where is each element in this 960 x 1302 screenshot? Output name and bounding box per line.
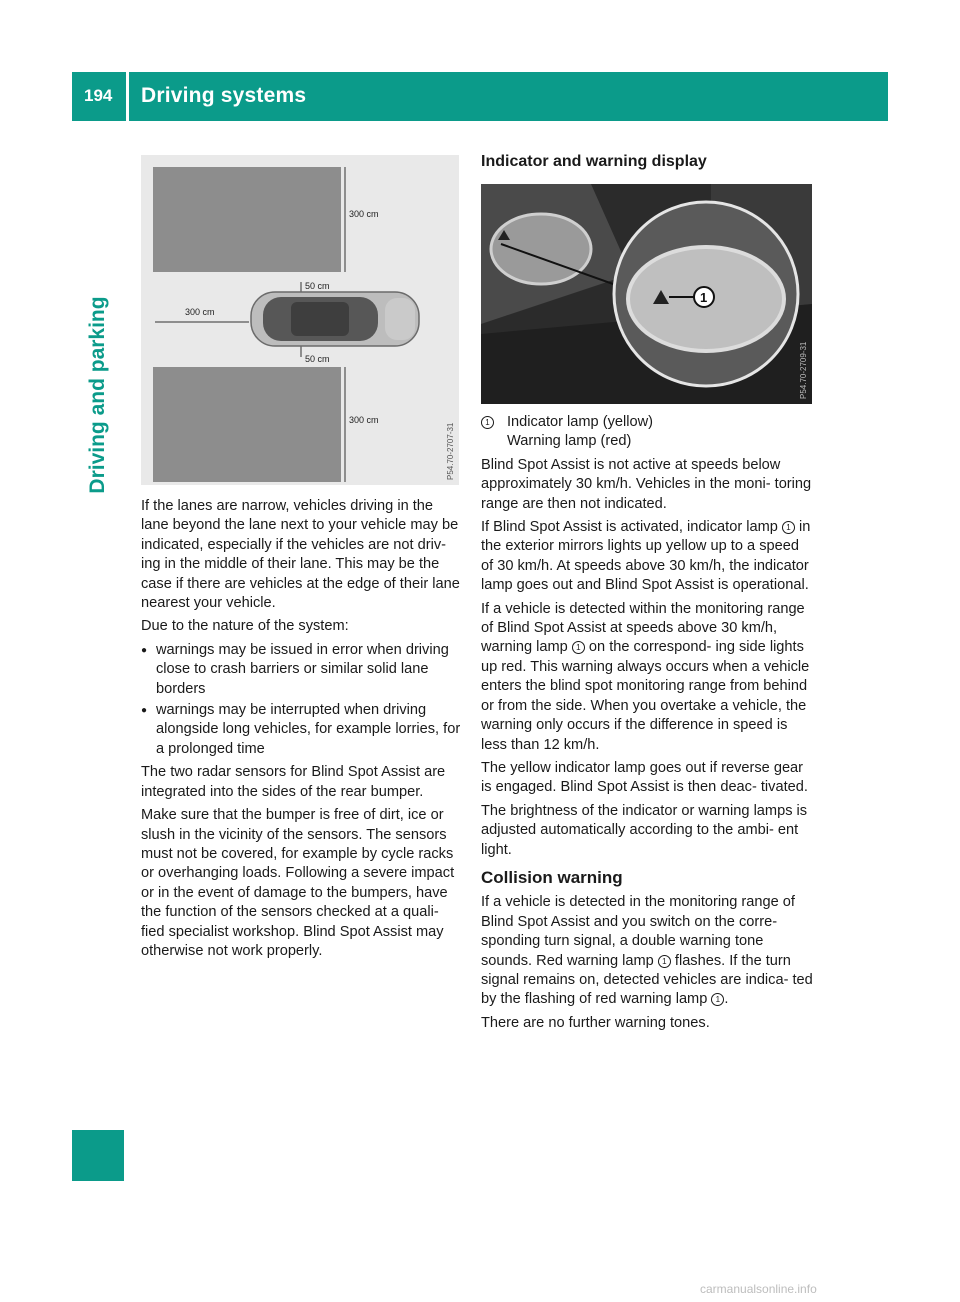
figure2-code: P54.70-2709-31	[799, 341, 808, 399]
bottom-zone	[153, 367, 341, 482]
paragraph-bumper-care: Make sure that the bumper is free of dirt, ice or slush in the vicinity of the sensors. The sensors must not be covered, for example by cycle racks or overhanging loads. Following a severe impact or in the event of damage to the bumpers, have the function of the sensors checked at a quali- fied specialist workshop. Blind Spot Assist may otherwise not work properly.	[141, 807, 455, 959]
page-number: 194	[84, 86, 113, 105]
gap-bottom-label: 50 cm	[305, 354, 330, 364]
heading-collision-warning: Collision warning	[481, 867, 623, 887]
lane-coverage-diagram	[141, 155, 459, 485]
key-indicator-lamp: Indicator lamp (yellow)	[507, 414, 653, 430]
paragraph-collision: If a vehicle is detected in the monitoring range of Blind Spot Assist and you switch on the corre- sponding turn signal, a double warning tone sounds. Red warning lamp 1 flashes. If the turn signal remains on, detected vehicles are indica- ted by the flashing of red warning lamp 1 .	[481, 894, 813, 1008]
callout-number-icon: 1	[658, 955, 671, 968]
side-tab-label: Driving and parking	[86, 296, 109, 494]
mirror-indicator-figure	[481, 184, 812, 404]
paragraph-no-further-tones: There are no further warning tones.	[481, 1014, 710, 1031]
gap-top-label: 50 cm	[305, 281, 330, 291]
bottom-zone-length-label: 300 cm	[349, 415, 379, 425]
paragraph-system-nature: Due to the nature of the system:	[141, 618, 349, 635]
paragraph-radar-sensors: The two radar sensors for Blind Spot Assist are integrated into the sides of the rear bumper.	[141, 764, 446, 800]
figure-key	[481, 413, 813, 456]
paragraph-brightness: The brightness of the indicator or warning lamps is adjusted automatically according to the ambi- ent light.	[481, 802, 808, 858]
paragraph-activated: If Blind Spot Assist is activated, indicator lamp 1 in the exterior mirrors lights up yellow up to a speed of 30 km/h. At speeds above 30 km/h, the indicator lamp goes out and Blind Spot Assist is operational.	[481, 519, 811, 594]
list-item: ● warnings may be issued in error when driving close to crash barriers or similar solid lane borders	[141, 641, 461, 699]
top-zone	[153, 167, 341, 272]
key-warning-lamp: Warning lamp (red)	[507, 433, 632, 450]
callout-number-icon: 1	[782, 521, 795, 534]
lane-coverage-figure	[141, 155, 459, 485]
mirror-photo	[481, 184, 812, 404]
paragraph-inactive-speed: Blind Spot Assist is not active at speeds below approximately 30 km/h. Vehicles in the moni- toring range are then not indicated.	[481, 456, 812, 512]
figure1-code: P54.70-2707-31	[446, 422, 455, 480]
right-column	[481, 413, 813, 1037]
paragraph-vehicle-detected: If a vehicle is detected within the monitoring range of Blind Spot Assist at speeds above 30 km/h, warning lamp 1 on the correspond- ing side lights up red. This warning always occurs when a vehicle enters the blind spot monitoring range from behind or from the side. When you overtake a vehicle, the warning only occurs if the difference in speed is less than 12 km/h.	[481, 600, 810, 753]
watermark: carmanualsonline.info	[700, 1282, 817, 1296]
section-title: Driving systems	[141, 84, 307, 107]
side-range-label: 300 cm	[185, 307, 215, 317]
heading-indicator-warning: Indicator and warning display	[481, 153, 707, 170]
mirror-callout-number: 1	[700, 290, 708, 305]
side-tab-marker	[72, 1130, 124, 1181]
callout-number-icon: 1	[711, 993, 724, 1006]
list-item: ● warnings may be interrupted when driving alongside long vehicles, for example lorries, for a prolonged time	[141, 701, 461, 759]
bullet-list	[141, 641, 461, 759]
header-divider	[126, 72, 129, 121]
paragraph-reverse-gear: The yellow indicator lamp goes out if reverse gear is engaged. Blind Spot Assist is then deac- tivated.	[481, 759, 808, 796]
car-top-view	[251, 292, 419, 346]
callout-number-icon: 1	[572, 641, 585, 654]
left-column	[141, 497, 461, 965]
callout-number-icon: 1	[481, 416, 494, 429]
paragraph-narrow-lanes: If the lanes are narrow, vehicles driving in the lane beyond the lane next to your vehicle may be indicated, especially if the vehicles are not driv- ing in the middle of their lane. This may be the case if there are vehicles at the edge of their lane nearest your vehicle.	[141, 498, 460, 612]
top-zone-length-label: 300 cm	[349, 209, 379, 219]
